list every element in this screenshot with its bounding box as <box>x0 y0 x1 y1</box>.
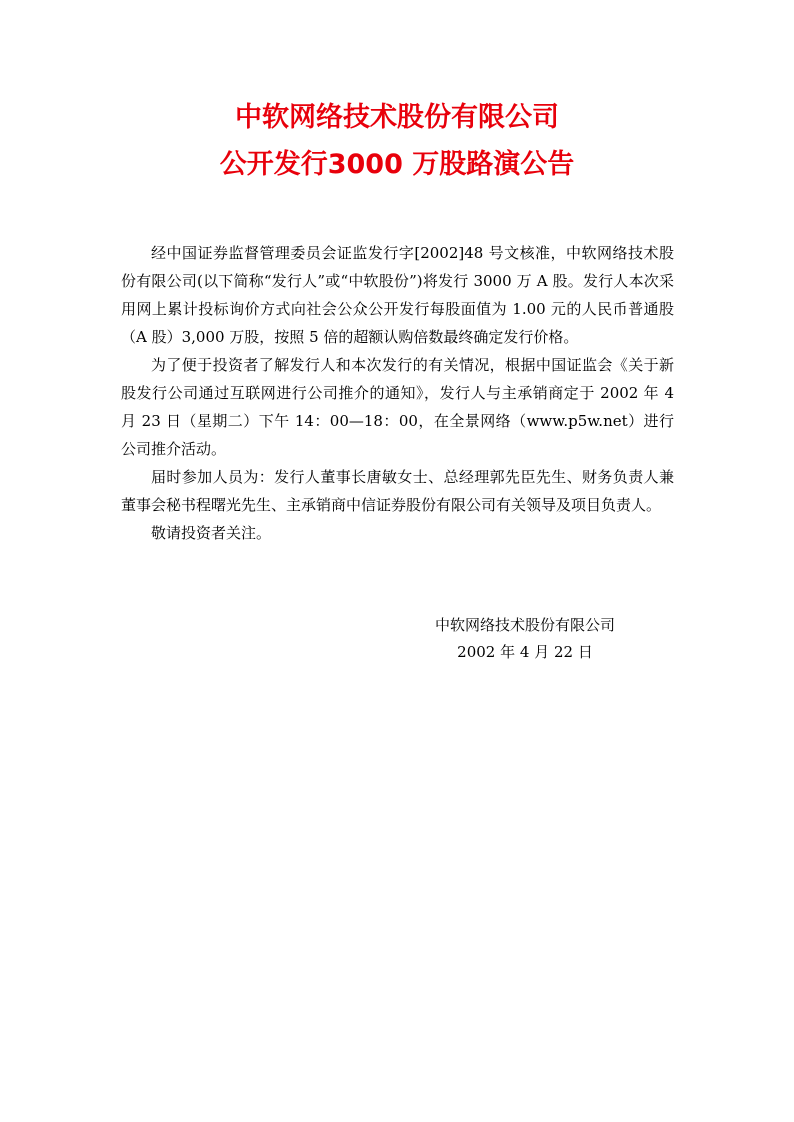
paragraph-participants: 届时参加人员为：发行人董事长唐敏女士、总经理郭先臣先生、财务负责人兼董事会秘书程曙光先生、主承销商中信证券股份有限公司有关领导及项目负责人。 <box>121 468 674 514</box>
announcement-title-subject: 公开发行3000 万股路演公告 <box>219 149 575 180</box>
announcement-body <box>121 239 674 547</box>
signature-company: 中软网络技术股份有限公司 <box>434 616 615 634</box>
paragraph-closing: 敬请投资者关注。 <box>151 524 272 542</box>
paragraph-roadshow-schedule: 为了便于投资者了解发行人和本次发行的有关情况，根据中国证监会《关于新股发行公司通过互联网进行公司推介的通知》，发行人与主承销商定于 2002 年 4 月 23 日（星期二）下午 14：00—18：00，在全景网络（www.p5w.net）进行公司推介活动。 <box>121 356 674 458</box>
announcement-title-company: 中软网络技术股份有限公司 <box>235 102 559 133</box>
signature-date: 2002 年 4 月 22 日 <box>457 643 593 661</box>
paragraph-approval: 经中国证券监督管理委员会证监发行字[2002]48 号文核准，中软网络技术股份有限公司(以下简称“发行人”或“中软股份”)将发行 3000 万 A 股。发行人本次采用网上累计投标询价方式向社会公众公开发行每股面值为 1.00 元的人民币普通股（A 股）3,000 万股，按照 5 倍的超额认购倍数最终确定发行价格。 <box>121 244 674 346</box>
